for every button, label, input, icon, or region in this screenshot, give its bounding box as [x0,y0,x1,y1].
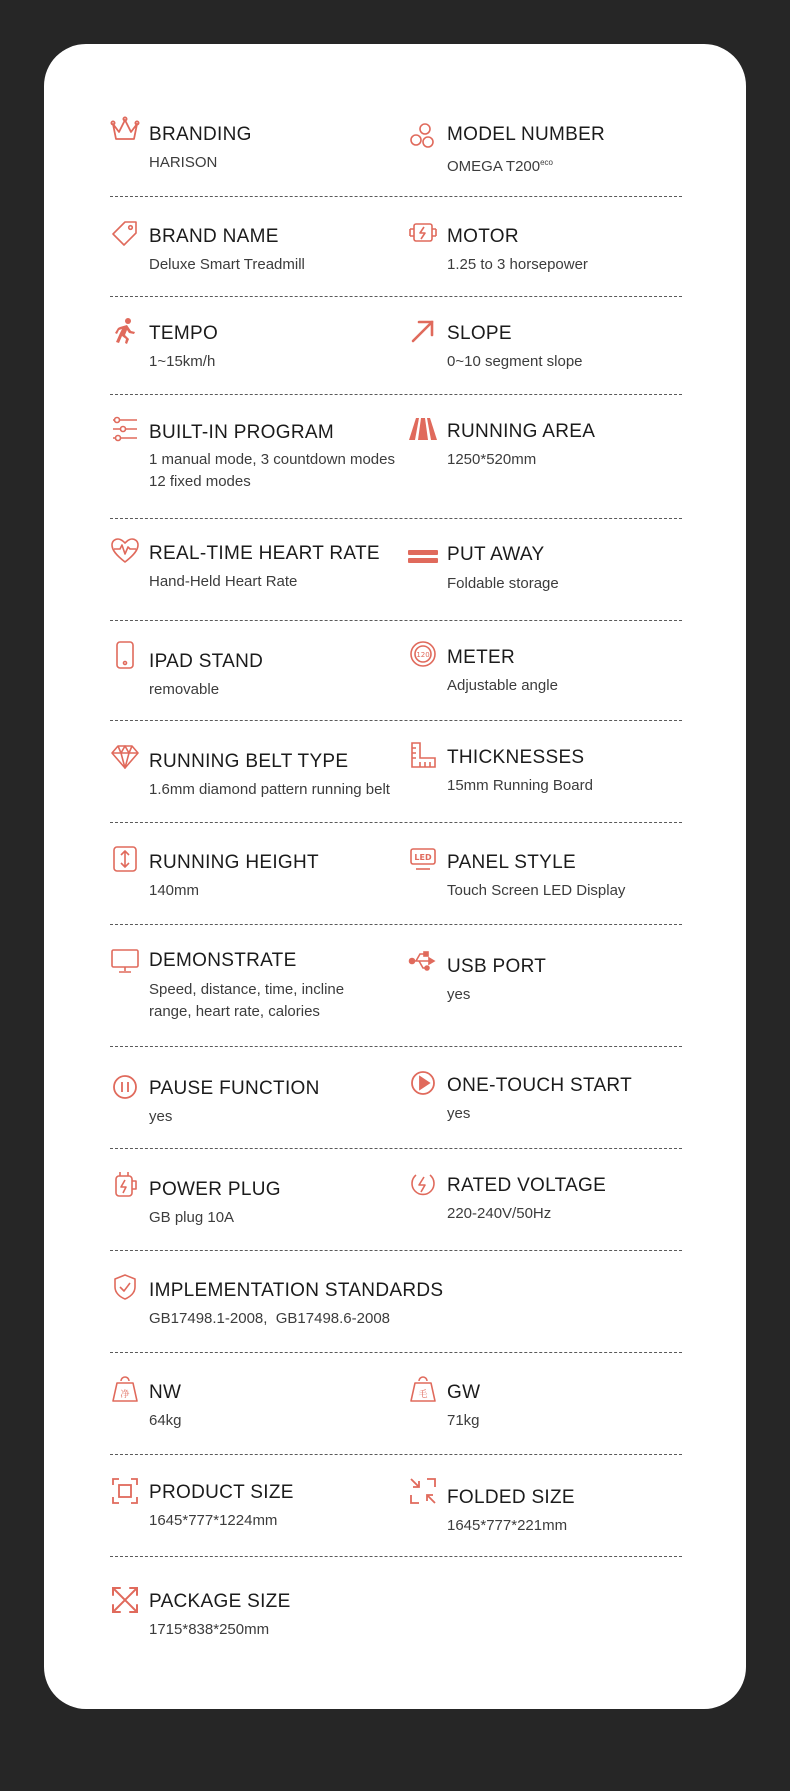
spec-product-size [110,1454,410,1556]
spec-value: yes [447,986,471,1003]
spec-rated-voltage [408,1148,708,1250]
spec-value-line: 12 fixed modes [149,473,251,490]
runner-icon [110,316,140,346]
svg-text:LED: LED [414,853,432,862]
spec-ipad-stand [110,620,410,720]
spec-value: 1.25 to 3 horsepower [447,256,588,273]
model-value-text: OMEGA T200 [447,158,541,175]
spec-row [110,822,682,925]
spec-label: REAL-TIME HEART RATE [149,543,380,564]
expand-icon [110,1476,140,1506]
spec-value: Foldable storage [447,575,559,592]
spec-row [110,1556,682,1666]
spec-value-line: range, heart rate, calories [149,1003,320,1020]
spec-value: removable [149,681,220,698]
spec-label: THICKNESSES [447,747,585,768]
spec-row [110,394,682,519]
spec-model-number [408,112,708,196]
spec-value: HARISON [149,154,218,171]
spec-label: METER [447,647,515,668]
spec-label: TEMPO [149,323,219,344]
spec-meter [408,620,708,720]
spec-label: BRAND NAME [149,226,279,247]
gauge-icon [408,639,438,669]
spec-label: RUNNING BELT TYPE [149,751,349,772]
spec-label: ONE-TOUCH START [447,1075,633,1096]
spec-value: 140mm [149,882,200,899]
spec-value: Hand-Held Heart Rate [149,573,298,590]
spec-heart-rate [110,518,410,620]
spec-label: MOTOR [447,226,519,247]
spec-value: 1.6mm diamond pattern running belt [149,781,390,798]
spec-label: POWER PLUG [149,1179,281,1200]
spec-running-belt [110,720,410,822]
spec-label: PANEL STYLE [447,852,576,873]
spec-running-height [110,822,410,924]
spec-value: yes [447,1105,471,1122]
spec-panel-style [408,822,708,924]
shield-check-icon [110,1272,140,1302]
spec-value: 1715*838*250mm [149,1621,270,1638]
collapse-icon [408,1476,438,1506]
heart-pulse-icon [110,536,140,566]
spec-value [447,152,553,178]
spec-label: BRANDING [149,124,252,145]
spec-running-area [408,394,708,518]
spec-row [110,924,682,1047]
spec-label: SLOPE [447,323,512,344]
svg-text:净: 净 [120,1390,130,1400]
spec-label: PACKAGE SIZE [149,1591,291,1612]
fold-icon [408,544,438,574]
spec-row [110,1250,682,1353]
spec-row [110,620,682,721]
diamond-icon [110,742,140,772]
svg-text:毛: 毛 [418,1390,428,1400]
spec-nw [110,1352,410,1454]
spec-label: DEMONSTRATE [149,950,297,971]
spec-value-line: Speed, distance, time, incline [149,981,345,998]
spec-usb-port [408,924,708,1046]
spec-demonstrate [110,924,410,1046]
flower-icon [408,121,438,151]
tag-icon [110,218,140,248]
spec-slope [408,296,708,394]
spec-label: PAUSE FUNCTION [149,1078,320,1099]
spec-label: USB PORT [447,956,547,977]
spec-label: PRODUCT SIZE [149,1482,294,1503]
weight-net-icon [110,1374,140,1404]
tablet-icon [110,640,140,670]
spec-label: BUILT-IN PROGRAM [149,422,334,443]
plug-icon [110,1169,140,1199]
spec-value: yes [149,1108,173,1125]
spec-value: Adjustable angle [447,677,558,694]
spec-standards [110,1250,670,1352]
spec-value: GB plug 10A [149,1209,235,1226]
spec-value: GB17498.1-2008, GB17498.6-2008 [149,1310,391,1327]
spec-label: MODEL NUMBER [447,124,606,145]
spec-label: PUT AWAY [447,544,545,565]
spec-label: RUNNING HEIGHT [149,852,319,873]
spec-value: 0~10 segment slope [447,353,583,370]
spec-power-plug [110,1148,410,1250]
model-value-sup: eco [540,158,554,167]
spec-label: NW [149,1382,182,1403]
play-icon [408,1068,438,1098]
spec-row [110,1352,682,1455]
spec-row [110,296,682,395]
spec-tempo [110,296,410,394]
sliders-icon [110,414,140,444]
road-icon [408,414,438,444]
spec-value: Deluxe Smart Treadmill [149,256,305,273]
spec-value: 220-240V/50Hz [447,1205,552,1222]
spec-value: 64kg [149,1412,182,1429]
spec-value: 15mm Running Board [447,777,593,794]
spec-value: 1645*777*1224mm [149,1512,278,1529]
spec-thicknesses [408,720,708,822]
arrow-up-right-icon [408,316,438,346]
spec-value: Touch Screen LED Display [447,882,626,899]
spec-label: IPAD STAND [149,651,264,672]
spec-folded-size [408,1454,708,1556]
spec-value: 1~15km/h [149,353,216,370]
spec-value: 1250*520mm [447,451,537,468]
spec-label: GW [447,1382,481,1403]
ruler-icon [408,740,438,770]
crown-icon [110,115,140,145]
spec-row [110,1454,682,1557]
svg-text:120: 120 [416,651,430,659]
usb-icon [408,946,438,976]
spec-label: RUNNING AREA [447,421,596,442]
spec-label: FOLDED SIZE [447,1487,575,1508]
spec-put-away [408,518,708,620]
spec-pause-function [110,1046,410,1148]
spec-value: 71kg [447,1412,480,1429]
spec-gw [408,1352,708,1454]
spec-branding [110,112,410,196]
spec-package-size [110,1556,410,1666]
pause-icon [110,1072,140,1102]
spec-built-in-program [110,394,410,518]
spec-row [110,112,682,197]
spec-value: 1645*777*221mm [447,1517,568,1534]
spec-row [110,1046,682,1149]
led-icon [408,844,438,874]
motor-icon [408,218,438,248]
spec-label: RATED VOLTAGE [447,1175,607,1196]
spec-brand-name [110,196,410,296]
spec-row [110,196,682,297]
power-icon [408,1169,438,1199]
spec-motor [408,196,708,296]
arrows-diagonal-icon [110,1585,140,1615]
spec-row [110,1148,682,1251]
weight-gross-icon [408,1374,438,1404]
monitor-icon [110,946,140,976]
height-icon [110,844,140,874]
spec-label: IMPLEMENTATION STANDARDS [149,1280,444,1301]
spec-row [110,720,682,823]
spec-one-touch-start [408,1046,708,1148]
spec-row [110,518,682,621]
spec-value-line: 1 manual mode, 3 countdown modes [149,451,395,468]
